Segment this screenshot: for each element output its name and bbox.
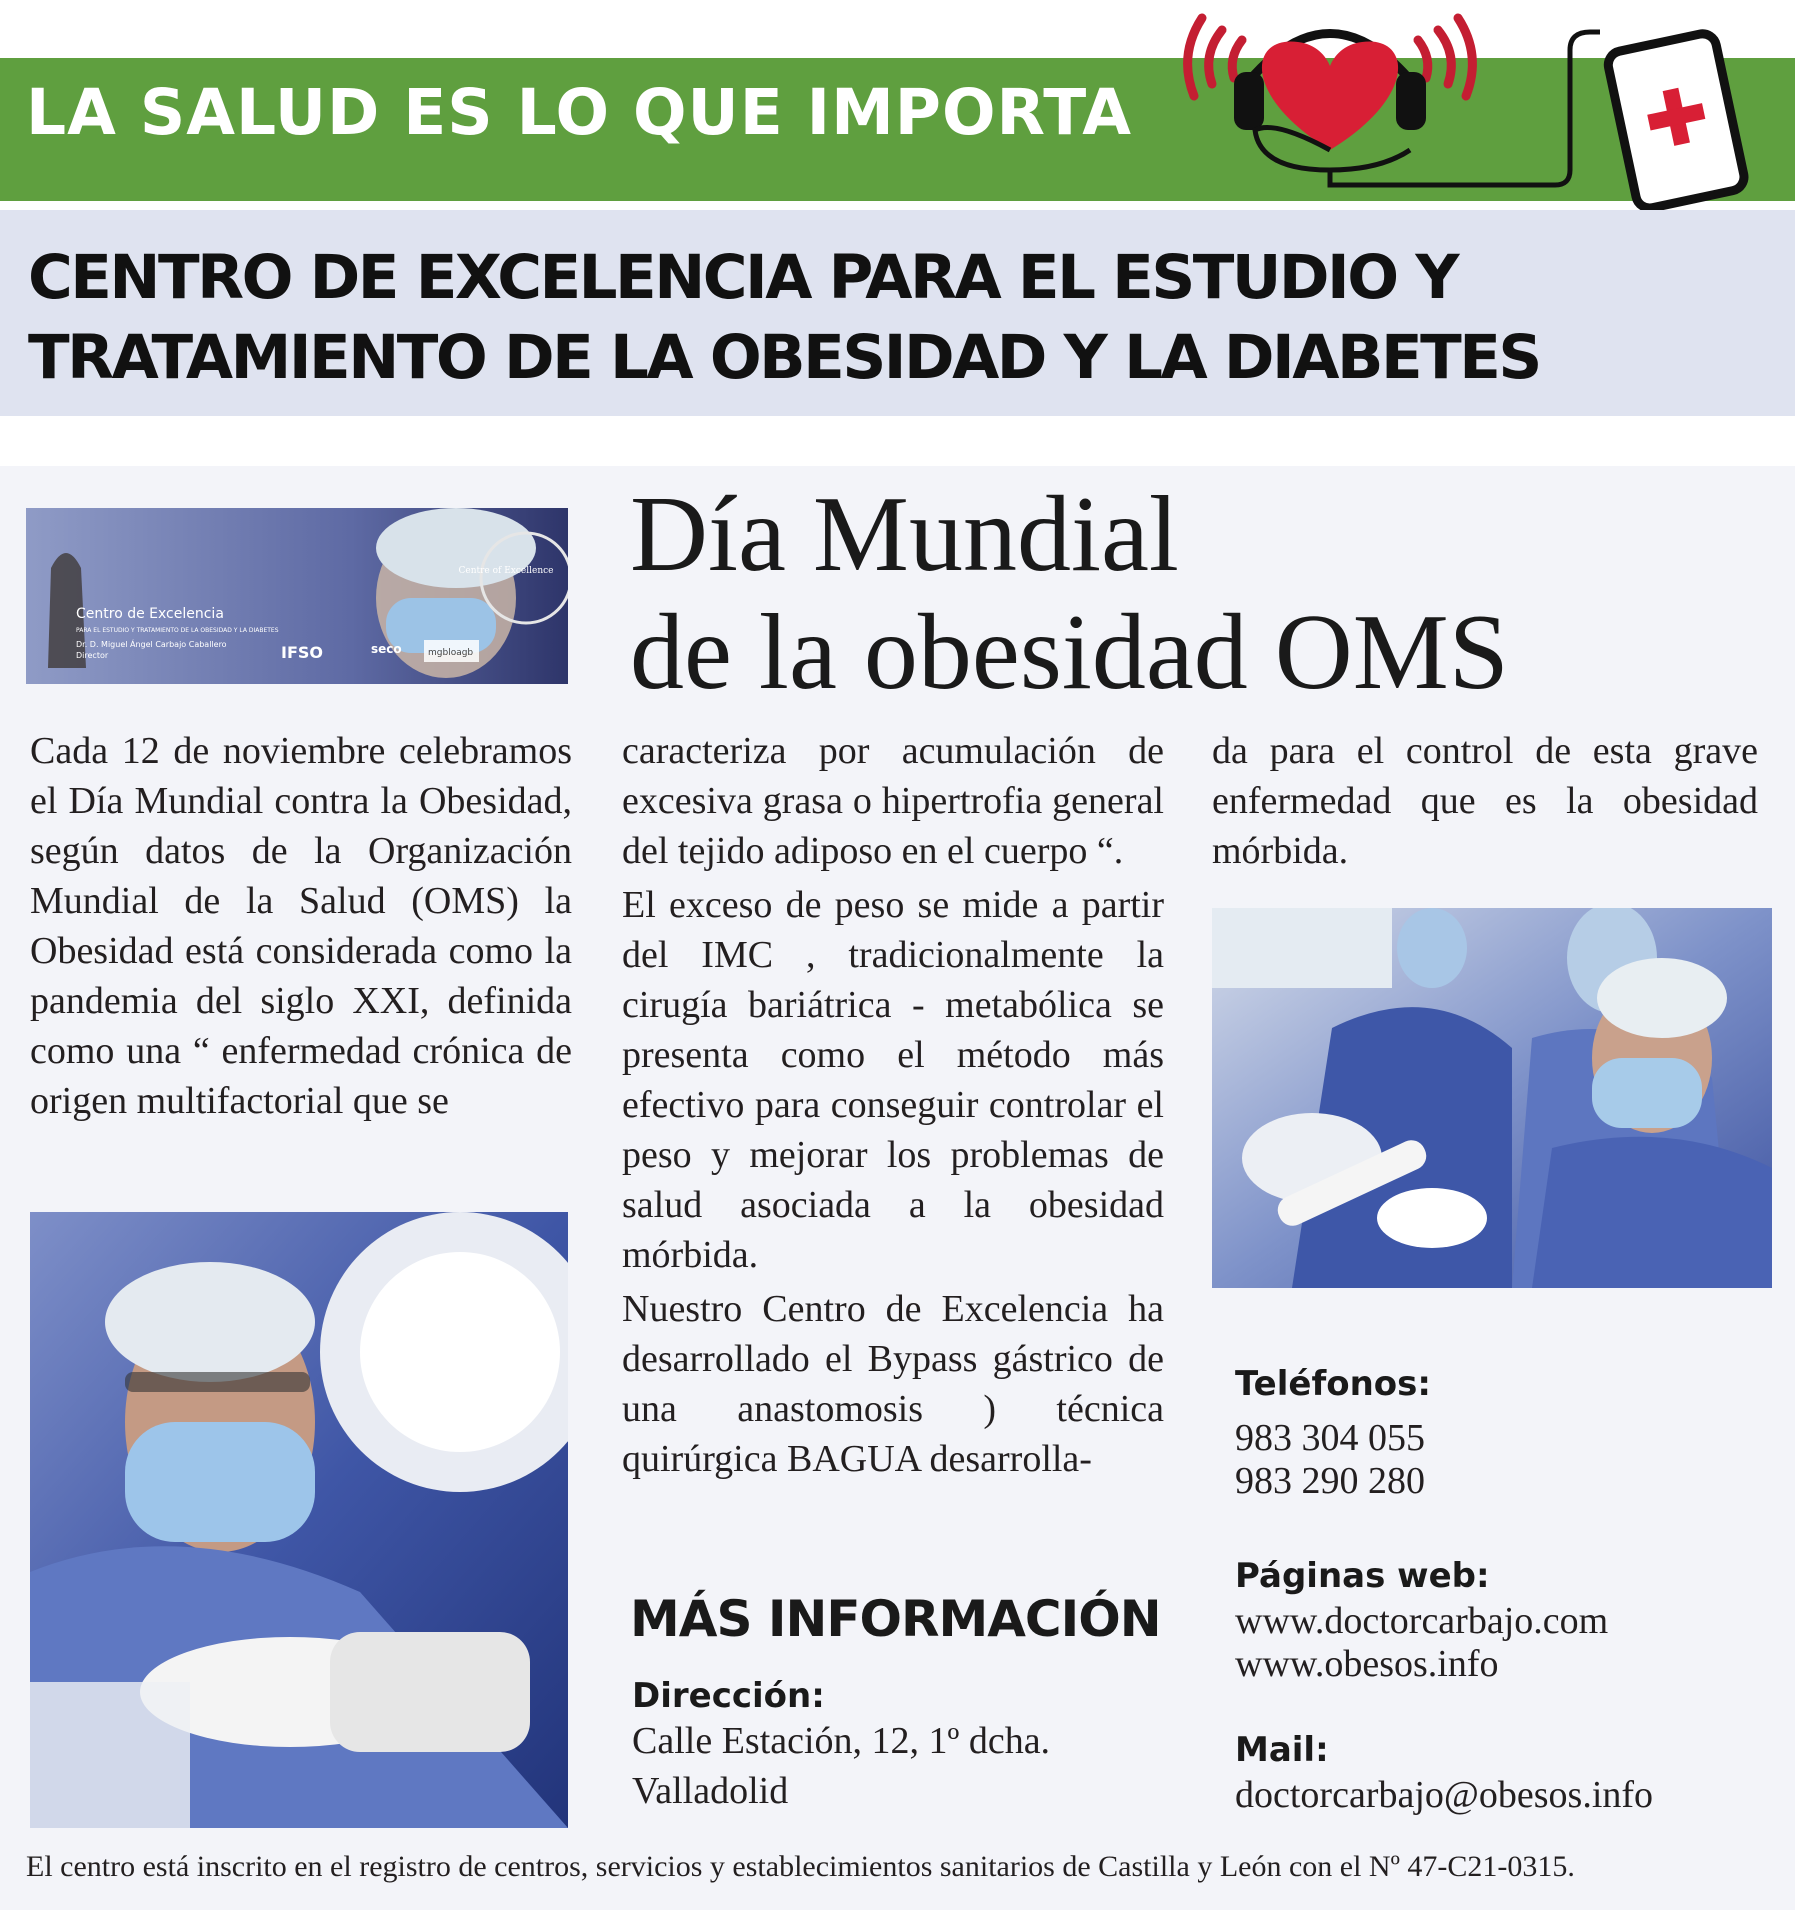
- registry-footer: El centro está inscrito en el registro de centros, servicios y establecimientos sanitarios de Castilla y León con el Nº 47-C21-0315.: [26, 1850, 1575, 1883]
- headline-line-2: TRATAMIENTO DE LA OBESIDAD Y LA DIABETES: [28, 322, 1540, 393]
- column-2-paragraph-2: El exceso de peso se mide a partir del IMC , tradicionalmente la cirugía bariátrica - metabólica se presenta como el método más efectivo para conseguir controlar el peso y mejorar los problemas de salud asociada a la obesidad mórbida.: [622, 884, 1164, 1276]
- phone-1: 983 304 055: [1235, 1417, 1425, 1459]
- more-info-title: MÁS INFORMACIÓN: [630, 1590, 1161, 1648]
- column-2-paragraph-3: Nuestro Centro de Excelencia ha desarrollado el Bypass gástrico de una anastomosis ) técnica quirúrgica BAGUA desarrolla-: [622, 1288, 1164, 1480]
- logo-ifso: IFSO: [281, 643, 324, 662]
- banner-title: LA SALUD ES LO QUE IMPORTA: [26, 76, 1133, 149]
- logo-seal: Centre of Excellence: [458, 566, 554, 576]
- address-line-1: Calle Estación, 12, 1º dcha.: [632, 1720, 1051, 1762]
- logo-subtitle: PARA EL ESTUDIO Y TRATAMIENTO DE LA OBESIDAD Y LA DIABETES: [76, 627, 279, 634]
- surgical-team-photo: [1212, 908, 1772, 1288]
- headline-band: [0, 210, 1795, 416]
- column-3-paragraph: da para el control de esta grave enfermedad que es la obesidad mórbida.: [1212, 730, 1758, 872]
- address-line-2: Valladolid: [632, 1770, 789, 1812]
- column-1-paragraph: Cada 12 de noviembre celebramos el Día Mundial contra la Obesidad, según datos de la Organización Mundial de la Salud (OMS) la Obesidad está considerada como la pandemia del siglo XXI, definida como una “ enfermedad crónica de origen multifactorial que se: [30, 730, 572, 1122]
- heart-headphones-phone-icon: [1180, 0, 1795, 210]
- headline: [28, 238, 1540, 398]
- logo-seco: seco: [371, 642, 402, 656]
- column-1: [30, 726, 572, 1130]
- surgeon-photo: [30, 1212, 568, 1828]
- logo-doctor: Dr. D. Miguel Ángel Carbajo Caballero: [76, 640, 227, 649]
- headline-line-1: CENTRO DE EXCELENCIA PARA EL ESTUDIO Y: [28, 242, 1458, 313]
- web-link-1[interactable]: www.doctorcarbajo.com: [1235, 1600, 1609, 1642]
- logo-title: Centro de Excelencia: [76, 606, 224, 622]
- article-title-line-2: de la obesidad OMS: [630, 593, 1509, 712]
- address-label: Dirección:: [632, 1676, 825, 1716]
- article-title-line-1: Día Mundial: [630, 475, 1179, 594]
- phone-2: 983 290 280: [1235, 1460, 1425, 1502]
- logo-mgb: mgbloagb: [428, 648, 474, 658]
- mail-label: Mail:: [1235, 1730, 1329, 1770]
- logo-role: Director: [76, 651, 109, 660]
- column-2: [622, 726, 1164, 1488]
- article: [0, 466, 1795, 1910]
- phones-label: Teléfonos:: [1235, 1364, 1431, 1404]
- web-link-2[interactable]: www.obesos.info: [1235, 1643, 1499, 1685]
- column-3: [1212, 726, 1758, 880]
- column-2-paragraph-1: caracteriza por acumulación de excesiva grasa o hipertrofia general del tejido adiposo en el cuerpo “.: [622, 730, 1164, 872]
- web-label: Páginas web:: [1235, 1556, 1490, 1596]
- mail-link[interactable]: doctorcarbajo@obesos.info: [1235, 1774, 1654, 1816]
- article-title: [630, 476, 1509, 712]
- clinic-logo-image: [26, 508, 568, 684]
